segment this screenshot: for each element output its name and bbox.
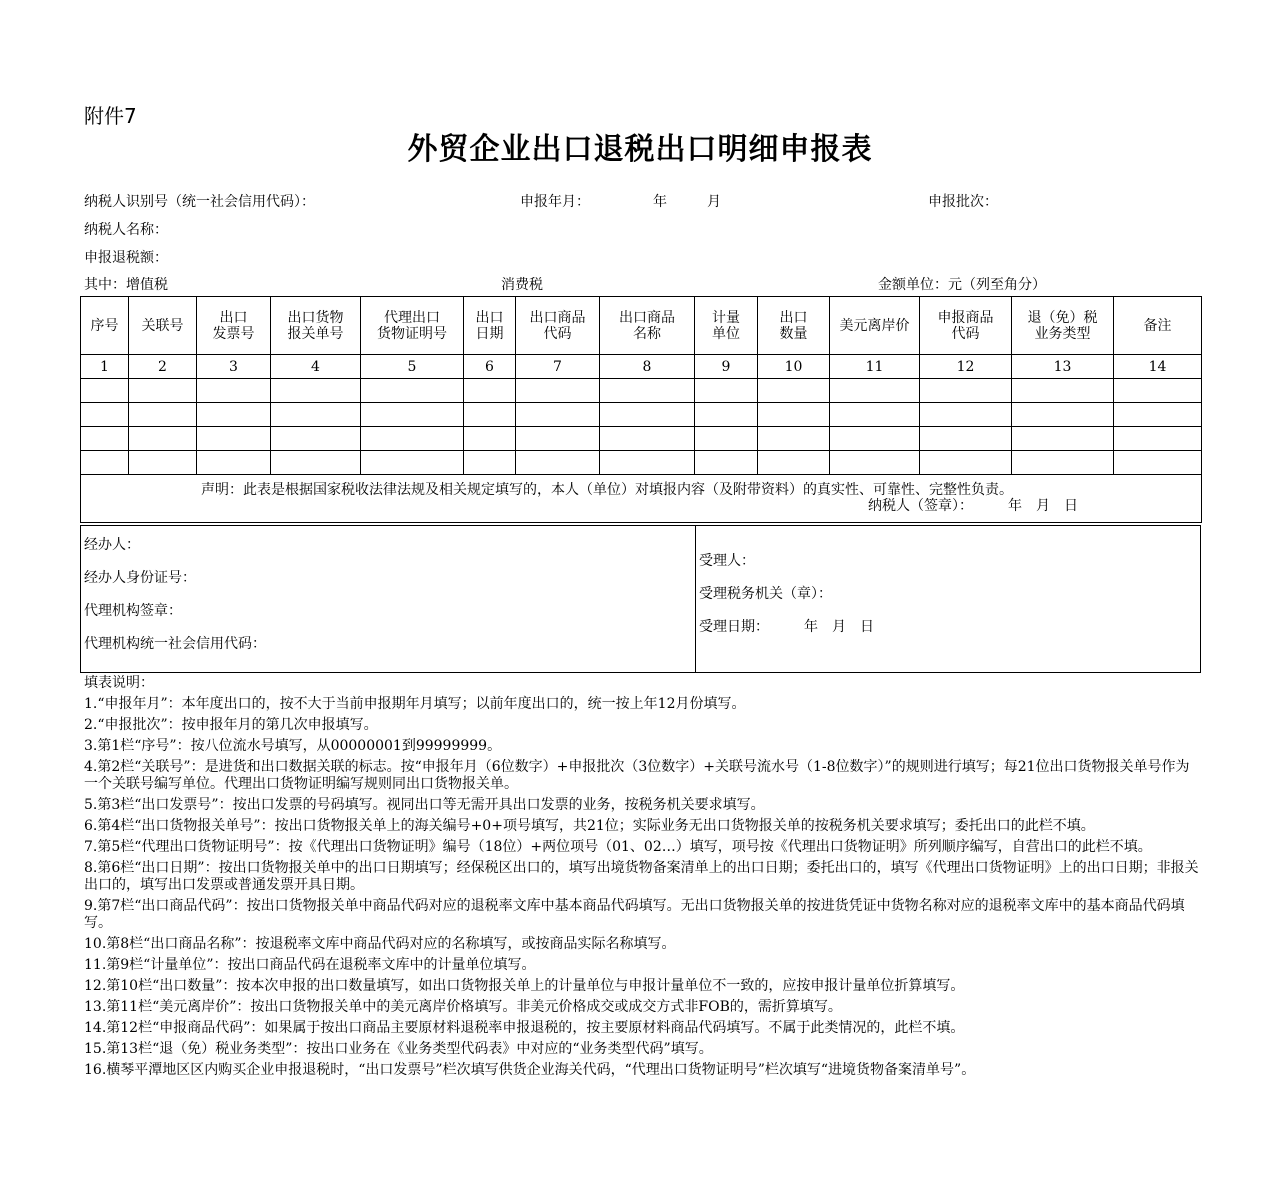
- table-row: [81, 427, 1202, 451]
- table-cell[interactable]: [758, 379, 830, 403]
- table-cell[interactable]: [600, 379, 695, 403]
- col-header-label: 备注: [1143, 317, 1172, 334]
- table-cell[interactable]: [81, 403, 129, 427]
- tax-office-label: 受理税务机关（章）：: [699, 586, 832, 602]
- col-header-label: 出口商品 代码: [529, 309, 586, 342]
- col-header-label: 代理出口 货物证明号: [377, 309, 447, 342]
- col-header-label: 关联号: [141, 317, 184, 334]
- table-cell[interactable]: [361, 403, 464, 427]
- col-number: 7: [516, 355, 600, 379]
- table-cell[interactable]: [830, 379, 920, 403]
- batch-label: 申报批次：: [928, 194, 998, 210]
- col-header: [81, 297, 129, 355]
- col-number: 3: [197, 355, 271, 379]
- table-cell[interactable]: [81, 427, 129, 451]
- instruction-item: 2.“申报批次”：按申报年月的第几次申报填写。: [84, 717, 378, 733]
- table-cell[interactable]: [830, 427, 920, 451]
- col-header-label: 申报商品 代码: [937, 309, 994, 342]
- col-header: [695, 297, 758, 355]
- signature-box: [80, 525, 1201, 673]
- table-row: [81, 451, 1202, 475]
- form-title: 外贸企业出口退税出口明细申报表: [407, 132, 873, 167]
- table-cell[interactable]: [464, 403, 516, 427]
- instruction-item: 6.第4栏“出口货物报关单号”：按出口货物报关单上的海关编号+0+项号填写，共21位；实际业务无出口货物报关单的按税务机关要求填写；委托出口的此栏不填。: [84, 818, 1095, 834]
- instruction-item: 5.第3栏“出口发票号”：按出口发票的号码填写。视同出口等无需开具出口发票的业务，按税务机关要求填写。: [84, 797, 765, 813]
- instruction-item: 14.第12栏“申报商品代码”：如果属于按出口商品主要原材料退税率申报退税的，按主要原材料商品代码填写。不属于此类情况的，此栏不填。: [84, 1020, 965, 1036]
- col-header: [271, 297, 361, 355]
- amount-unit-label: 金额单位：元（列至角分）: [878, 277, 1046, 293]
- table-cell[interactable]: [758, 427, 830, 451]
- col-number: 11: [830, 355, 920, 379]
- col-header: [197, 297, 271, 355]
- col-header-label: 退（免）税 业务类型: [1027, 309, 1098, 342]
- statement-text: 声明：此表是根据国家税收法律法规及相关规定填写的，本人（单位）对填报内容（及附带资料）的真实性、可靠性、完整性负责。: [201, 482, 1013, 498]
- instruction-item: 1.“申报年月”：本年度出口的，按不大于当前申报期年月填写；以前年度出口的，统一按上年12月份填写。: [84, 696, 746, 712]
- vat-label: 其中：增值税: [84, 277, 168, 293]
- instruction-item: 3.第1栏“序号”：按八位流水号填写，从00000001到99999999。: [84, 738, 502, 754]
- handler-label: 经办人：: [84, 537, 140, 553]
- col-number: 9: [695, 355, 758, 379]
- receiver-label: 受理人：: [699, 553, 755, 569]
- col-number: 2: [129, 355, 197, 379]
- table-cell[interactable]: [600, 403, 695, 427]
- instruction-item: 8.第6栏“出口日期”：按出口货物报关单中的出口日期填写；经保税区出口的，填写出境货物备案清单上的出口日期；委托出口的，填写《代理出口货物证明》上的出口日期；非报关出口的，填写出口发票或普通发票开具日期。: [84, 860, 1199, 893]
- table-cell[interactable]: [830, 403, 920, 427]
- table-cell[interactable]: [197, 403, 271, 427]
- instruction-item: 9.第7栏“出口商品代码”：按出口货物报关单中商品代码对应的退税率文库中基本商品代码填写。无出口货物报关单的按进货凭证中货物名称对应的退税率文库中的基本商品代码填写。: [84, 898, 1185, 931]
- month-label: 月: [707, 194, 721, 210]
- instruction-item: 12.第10栏“出口数量”：按本次申报的出口数量填写，如出口货物报关单上的计量单位与申报计量单位不一致的，应按申报计量单位折算填写。: [84, 978, 965, 994]
- table-cell[interactable]: [516, 379, 600, 403]
- table-cell[interactable]: [361, 379, 464, 403]
- column-number-row: [81, 355, 1202, 379]
- table-cell[interactable]: [1012, 451, 1114, 475]
- table-cell[interactable]: [271, 427, 361, 451]
- col-number: 5: [361, 355, 464, 379]
- col-header: [1012, 297, 1114, 355]
- col-number: 10: [758, 355, 830, 379]
- table-cell[interactable]: [197, 379, 271, 403]
- col-number: 8: [600, 355, 695, 379]
- col-header: [600, 297, 695, 355]
- instructions: [84, 675, 1202, 1083]
- col-header-label: 计量 单位: [712, 309, 740, 342]
- table-cell[interactable]: [920, 427, 1012, 451]
- column-header-row: [81, 297, 1202, 355]
- table-cell[interactable]: [758, 403, 830, 427]
- table-cell[interactable]: [81, 379, 129, 403]
- table-cell[interactable]: [695, 403, 758, 427]
- instruction-item: 11.第9栏“计量单位”：按出口商品代码在退税率文库中的计量单位填写。: [84, 957, 536, 973]
- table-cell[interactable]: [920, 403, 1012, 427]
- col-header-label: 出口 数量: [779, 309, 808, 342]
- instruction-item: 16.横琴平潭地区区内购买企业申报退税时，“出口发票号”栏次填写供货企业海关代码，“代理出口货物证明号”栏次填写“进境货物备案清单号”。: [84, 1062, 976, 1078]
- table-cell[interactable]: [920, 451, 1012, 475]
- col-header-label: 出口 发票号: [212, 309, 255, 342]
- table-cell[interactable]: [197, 451, 271, 475]
- declaration-table: [80, 296, 1202, 523]
- box-divider: [695, 526, 696, 672]
- taxpayer-name-label: 纳税人名称：: [84, 222, 168, 238]
- instruction-item: 7.第5栏“代理出口货物证明号”：按《代理出口货物证明》编号（18位）+两位项号（01、02…）填写，项号按《代理出口货物证明》所列顺序编写，自营出口的此栏不填。: [84, 839, 1152, 855]
- instruction-item: 4.第2栏“关联号”：是进货和出口数据关联的标志。按“申报年月（6位数字）+申报批次（3位数字）+关联号流水号（1-8位数字）”的规则进行填写；每21位出口货物报关单号作为一个关联号编写单位。代理出口货物证明编写规则同出口货物报关单。: [84, 759, 1190, 792]
- table-cell[interactable]: [1114, 403, 1202, 427]
- statement-row: [81, 475, 1202, 523]
- col-header: [464, 297, 516, 355]
- table-cell[interactable]: [464, 379, 516, 403]
- col-header-label: 出口商品 名称: [619, 309, 675, 342]
- col-header-label: 美元离岸价: [839, 317, 910, 334]
- table-cell[interactable]: [271, 403, 361, 427]
- instruction-item: 10.第8栏“出口商品名称”：按退税率文库中商品代码对应的名称填写，或按商品实际名称填写。: [84, 936, 676, 952]
- table-cell[interactable]: [600, 427, 695, 451]
- col-header-label: 出口货物 报关单号: [287, 309, 344, 342]
- statement-cell: [81, 475, 1202, 523]
- agency-seal-label: 代理机构签章：: [84, 603, 182, 619]
- table-cell[interactable]: [1012, 427, 1114, 451]
- table-cell[interactable]: [81, 451, 129, 475]
- table-cell[interactable]: [129, 403, 197, 427]
- col-header: [758, 297, 830, 355]
- col-number: 6: [464, 355, 516, 379]
- instruction-item: 13.第11栏“美元离岸价”：按出口货物报关单中的美元离岸价格填写。非美元价格成交或成交方式非FOB的，需折算填写。: [84, 999, 842, 1015]
- refund-amount-label: 申报退税额：: [84, 250, 168, 266]
- table-row: [81, 379, 1202, 403]
- col-header: [129, 297, 197, 355]
- col-number: 12: [920, 355, 1012, 379]
- table-cell[interactable]: [197, 427, 271, 451]
- col-header-label: 出口 日期: [475, 309, 504, 342]
- taxpayer-signature: 纳税人（签章）： 年 月 日: [868, 498, 1078, 514]
- year-label: 年: [653, 194, 667, 210]
- table-cell[interactable]: [830, 451, 920, 475]
- attachment-label: 附件7: [84, 104, 137, 128]
- table-cell[interactable]: [1114, 379, 1202, 403]
- table-cell[interactable]: [1012, 403, 1114, 427]
- table-cell[interactable]: [1012, 379, 1114, 403]
- table-cell[interactable]: [920, 379, 1012, 403]
- table-cell[interactable]: [516, 427, 600, 451]
- table-cell[interactable]: [129, 451, 197, 475]
- handler-id-label: 经办人身份证号：: [84, 570, 196, 586]
- period-label: 申报年月：: [520, 194, 590, 210]
- col-header: [361, 297, 464, 355]
- receive-date-label: 受理日期： 年 月 日: [699, 619, 874, 635]
- table-cell[interactable]: [695, 451, 758, 475]
- instruction-item: 15.第13栏“退（免）税业务类型”：按出口业务在《业务类型代码表》中对应的“业务类型代码”填写。: [84, 1041, 713, 1057]
- table-cell[interactable]: [758, 451, 830, 475]
- table-cell[interactable]: [695, 427, 758, 451]
- consumption-tax-label: 消费税: [501, 277, 543, 293]
- col-header: [516, 297, 600, 355]
- table-cell[interactable]: [600, 451, 695, 475]
- col-header-label: 序号: [90, 317, 119, 334]
- col-number: 13: [1012, 355, 1114, 379]
- col-number: 14: [1114, 355, 1202, 379]
- taxpayer-id-label: 纳税人识别号（统一社会信用代码）：: [84, 194, 315, 210]
- col-number: 4: [271, 355, 361, 379]
- table-cell[interactable]: [361, 451, 464, 475]
- col-number: 1: [81, 355, 129, 379]
- table-cell[interactable]: [361, 427, 464, 451]
- table-cell[interactable]: [516, 403, 600, 427]
- table-cell[interactable]: [1114, 427, 1202, 451]
- table-cell[interactable]: [271, 451, 361, 475]
- table-cell[interactable]: [464, 451, 516, 475]
- table-cell[interactable]: [129, 379, 197, 403]
- agency-code-label: 代理机构统一社会信用代码：: [84, 636, 266, 652]
- table-cell[interactable]: [516, 451, 600, 475]
- instructions-heading: 填表说明：: [84, 675, 154, 691]
- col-header: [830, 297, 920, 355]
- table-cell[interactable]: [271, 379, 361, 403]
- table-row: [81, 403, 1202, 427]
- table-cell[interactable]: [695, 379, 758, 403]
- col-header: [920, 297, 1012, 355]
- table-cell[interactable]: [1114, 451, 1202, 475]
- table-cell[interactable]: [129, 427, 197, 451]
- table-cell[interactable]: [464, 427, 516, 451]
- col-header: [1114, 297, 1202, 355]
